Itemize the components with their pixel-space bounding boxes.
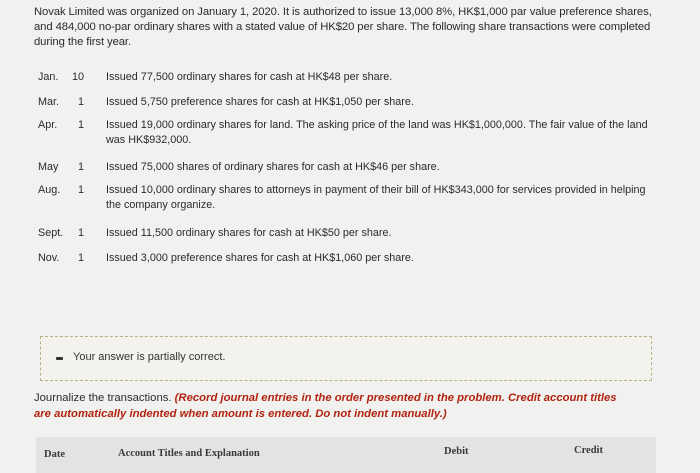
instructions-emphasis: (Record journal entries in the order presented in the problem. Credit account titles are automatically indented when amount is entered. Do not indent manually.) [34,392,617,420]
transaction-month: Apr. [38,119,58,131]
feedback-text: Your answer is partially correct. [73,351,226,363]
transaction-day: 1 [77,119,84,131]
instructions [34,390,624,422]
transaction-day: 10 [71,71,84,83]
column-header-debit: Debit [444,446,469,457]
transaction-month: Aug. [38,184,61,196]
column-header-credit: Credit [574,445,603,456]
transaction-day: 1 [77,184,84,196]
journal-table-header [36,437,656,473]
transaction-description: Issued 5,750 preference shares for cash at HK$1,050 per share. [106,96,414,108]
transaction-description: Issued 19,000 ordinary shares for land. The asking price of the land was HK$1,000,000. The fair value of the land was HK$932,000. [106,119,648,146]
transaction-month: Mar. [38,96,59,108]
transaction-day: 1 [77,96,84,108]
transaction-month: Nov. [38,252,60,264]
instructions-lead: Journalize the transactions. [34,392,175,404]
transaction-month: Sept. [38,227,64,239]
column-header-account: Account Titles and Explanation [118,448,260,459]
transaction-description: Issued 10,000 ordinary shares to attorneys in payment of their bill of HK$343,000 for services provided in helping the company organize. [106,184,646,211]
column-header-date: Date [44,449,65,460]
feedback-box [40,336,652,381]
transaction-day: 1 [77,252,84,264]
transaction-day: 1 [77,161,84,173]
transaction-description: Issued 75,000 shares of ordinary shares for cash at HK$46 per share. [106,161,440,173]
transaction-description: Issued 11,500 ordinary shares for cash at HK$50 per share. [106,227,392,239]
transaction-month: Jan. [38,71,59,83]
minus-icon [56,357,63,360]
transaction-day: 1 [77,227,84,239]
transaction-description: Issued 77,500 ordinary shares for cash at HK$48 per share. [106,71,393,83]
problem-intro: Novak Limited was organized on January 1, 2020. It is authorized to issue 13,000 8%, HK$1,000 par value preference shares, and 484,000 no-par ordinary shares with a stated value of HK$20 per share. The following share transactions were completed during the first year. [34,6,652,48]
transaction-description: Issued 3,000 preference shares for cash at HK$1,060 per share. [106,252,414,264]
transaction-month: May [38,161,59,173]
